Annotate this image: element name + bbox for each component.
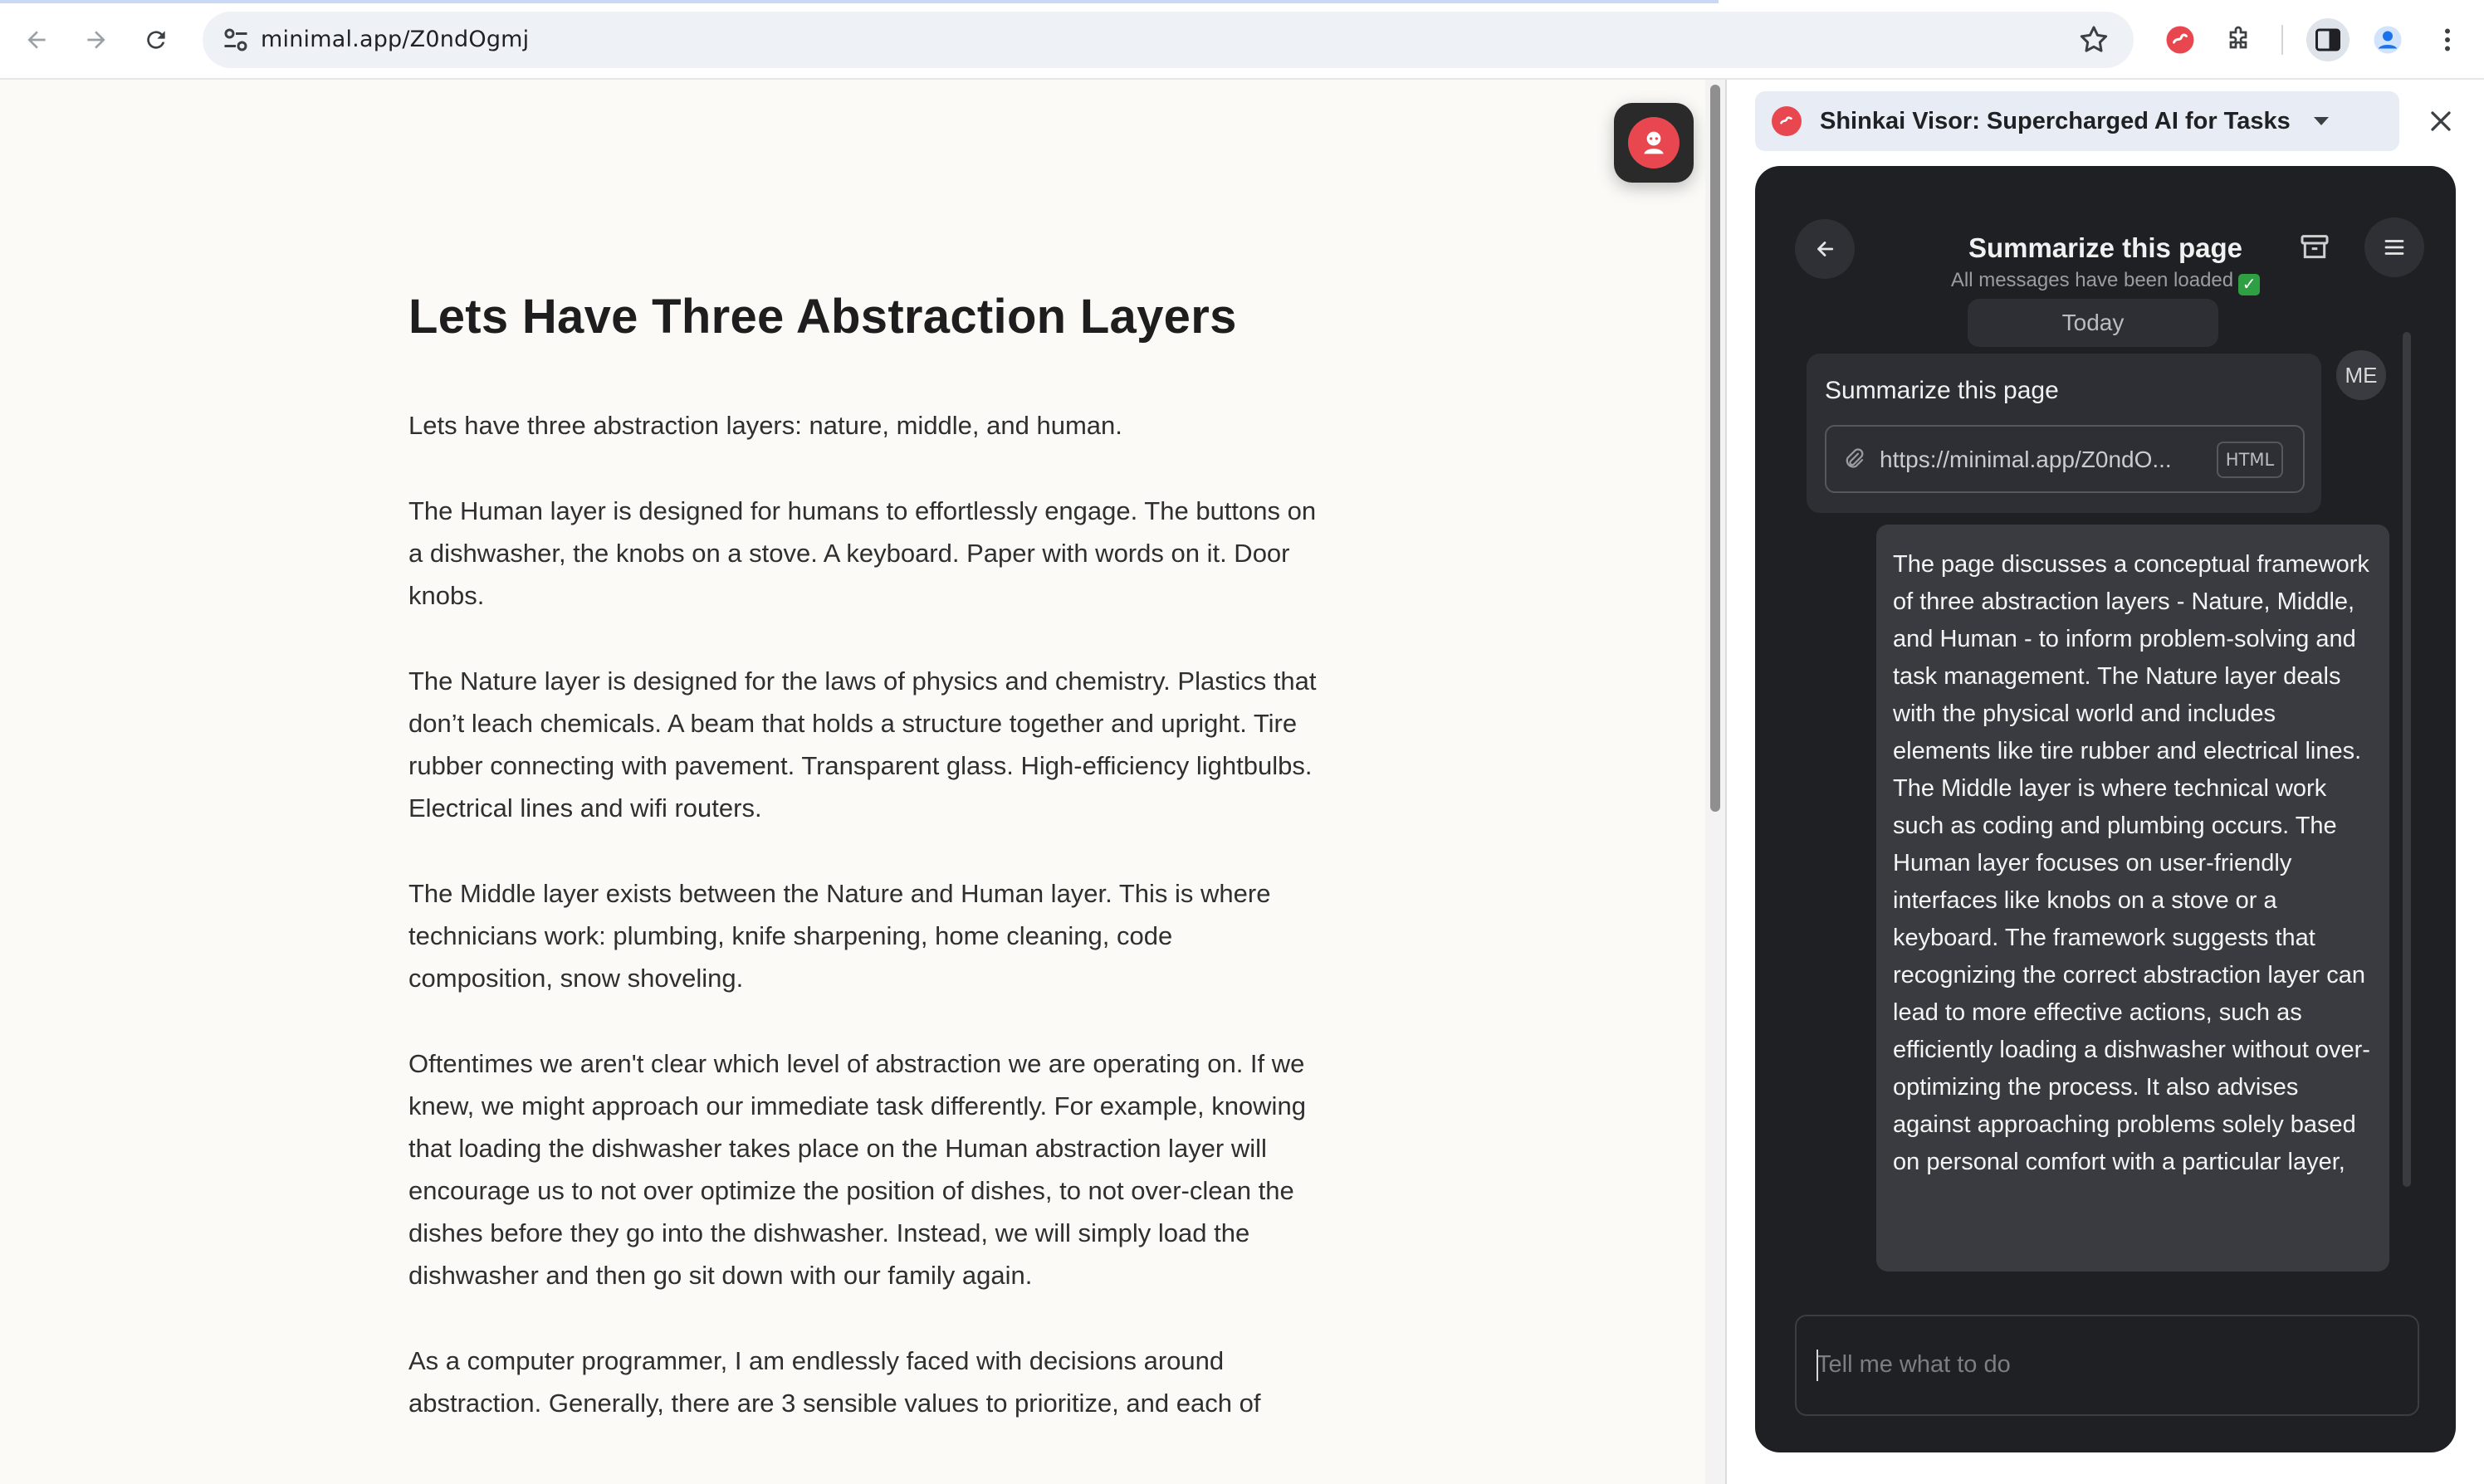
extensions-button[interactable]: [2217, 18, 2260, 61]
message-composer[interactable]: [1795, 1315, 2419, 1416]
profile-button[interactable]: [2366, 18, 2409, 61]
chat-window: [1755, 166, 2456, 1452]
side-panel: [1727, 80, 2484, 1484]
bookmark-star-icon[interactable]: [2077, 23, 2110, 56]
browser-toolbar: [0, 0, 2484, 80]
article-paragraph: The Nature layer is designed for the laws of physics and chemistry. Plastics that don’t leach chemicals. A beam that holds a structure together and upright. Tire rubber connecting with pavement. Transparent glass. High-efficiency lightbulbs. Electrical lines and wifi routers.: [408, 666, 1317, 823]
shinkai-extension-button[interactable]: [2159, 18, 2202, 61]
article-paragraph: Lets have three abstraction layers: nature, middle, and human.: [408, 411, 1122, 440]
paperclip-icon: [1841, 447, 1866, 471]
puzzle-icon: [2223, 25, 2253, 55]
reload-icon: [143, 27, 169, 53]
site-settings-icon[interactable]: [221, 25, 251, 55]
more-vertical-icon: [2433, 25, 2462, 55]
page-load-progress: [0, 0, 1719, 3]
checkmark-icon: ✓: [2238, 274, 2260, 295]
arrow-right-icon: [83, 27, 110, 53]
chat-input[interactable]: [1817, 1346, 2398, 1383]
shinkai-floating-button[interactable]: [1614, 103, 1694, 183]
hamburger-menu-icon: [2382, 235, 2407, 260]
url-text[interactable]: minimal.app/Z0ndOgmj: [261, 27, 530, 52]
avatar: ME: [2336, 350, 2386, 400]
assistant-message-text: The page discusses a conceptual framework of three abstraction layers - Nature, Middle, and Human - to inform problem-solving and task management. The Nature layer deals with the physical world and includes elements like tire rubber and electrical lines. The Middle layer is where technical work such as coding and plumbing occurs. The Human layer focuses on user-friendly interfaces like knobs on a stove or a keyboard. The framework suggests that recognizing the correct abstraction layer can lead to more effective actions, such as efficiently loading a dishwasher without over-optimizing the process. It also advises against approaching problems solely based on personal comfort with a particular layer,: [1893, 551, 2370, 1175]
back-button[interactable]: [18, 22, 55, 58]
chevron-down-icon: [2314, 117, 2329, 125]
attachment-type-badge: HTML: [2217, 442, 2283, 478]
chat-scrollbar[interactable]: [2403, 332, 2411, 1187]
article-paragraph: The Middle layer exists between the Nature and Human layer. This is where technicians work: plumbing, knife sharpening, home cleaning, code composition, snow shoveling.: [408, 879, 1271, 993]
article-paragraph: As a computer programmer, I am endlessly faced with decisions around abstraction. Generally, there are 3 sensible values to prioritize, and each of: [408, 1346, 1261, 1418]
close-icon[interactable]: [2424, 105, 2457, 138]
web-page: [0, 80, 1705, 1484]
toolbar-divider: [2281, 25, 2283, 55]
assistant-message: [1876, 525, 2389, 1272]
forward-button[interactable]: [78, 22, 115, 58]
article-paragraph: Oftentimes we aren't clear which level of abstraction we are operating on. If we knew, we might approach our immediate task differently. For example, knowing that loading the dishwasher takes place on the Human abstraction layer will encourage us to not over optimize the position of dishes, to not over-clean the dishes before they go into the dishwasher. Instead, we will simply load the dishwasher and then go sit down with our family again.: [408, 1049, 1306, 1290]
text-cursor: [1817, 1350, 1818, 1381]
messages-loaded-note: All messages have been loaded ✓: [1755, 269, 2456, 295]
article-paragraph: The Human layer is designed for humans to effortlessly engage. The buttons on a dishwasher, the knobs on a stove. A keyboard. Paper with words on it. Door knobs.: [408, 496, 1317, 610]
day-divider: Today: [1968, 299, 2218, 347]
reload-button[interactable]: [138, 22, 174, 58]
shinkai-logo-icon: [1772, 106, 1802, 136]
page-title: Lets Have Three Abstraction Layers: [408, 290, 1237, 344]
article: [408, 290, 1322, 1467]
side-panel-icon: [2313, 25, 2343, 55]
attachment-url: https://minimal.app/Z0ndO...: [1880, 447, 2172, 472]
extension-name: Shinkai Visor: Supercharged AI for Tasks: [1820, 107, 2291, 134]
shinkai-logo-icon: [2165, 25, 2195, 55]
profile-avatar-icon: [2373, 25, 2403, 55]
attachment-chip[interactable]: [1825, 425, 2305, 493]
archive-icon[interactable]: [2298, 231, 2331, 264]
user-message: [1807, 354, 2321, 513]
address-bar[interactable]: [203, 12, 2134, 68]
shinkai-logo-icon: [1628, 117, 1680, 168]
user-message-text: Summarize this page: [1825, 377, 2059, 404]
page-scrollbar-thumb[interactable]: [1710, 85, 1720, 812]
extension-selector[interactable]: [1755, 91, 2399, 151]
page-scrollbar[interactable]: [1705, 80, 1725, 1484]
arrow-left-icon: [23, 27, 50, 53]
chat-title: Summarize this page: [1968, 232, 2243, 263]
side-panel-toggle[interactable]: [2306, 18, 2350, 61]
browser-menu-button[interactable]: [2426, 18, 2469, 61]
